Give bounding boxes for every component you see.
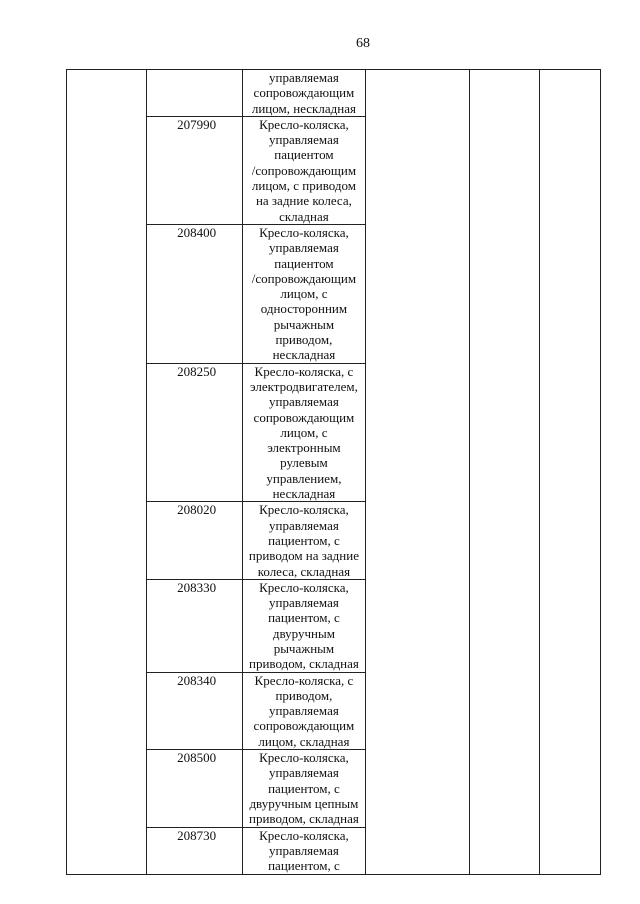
name-line: Кресло-коляска, с <box>254 672 354 688</box>
name-line: Кресло-коляска, <box>259 827 349 843</box>
name-cell <box>243 502 365 579</box>
name-line: лицом, с <box>280 286 328 302</box>
name-line: Кресло-коляска, <box>259 116 349 132</box>
name-line: складная <box>279 208 329 224</box>
name-cell <box>243 827 365 874</box>
name-line: двуручным <box>272 625 335 641</box>
empty-cell-col6 <box>539 70 600 875</box>
name-line: электронным <box>267 440 341 456</box>
code-cell <box>147 70 243 117</box>
table-body <box>67 70 601 875</box>
name-line: пациентом, с <box>268 858 340 874</box>
name-line: приводом, <box>275 687 333 703</box>
empty-cell-col5 <box>469 70 539 875</box>
name-cell <box>243 672 365 749</box>
code-cell: 208400 <box>147 224 243 363</box>
name-line: нескладная <box>272 486 336 502</box>
code-cell: 208330 <box>147 579 243 672</box>
name-line: управляемая <box>269 70 339 85</box>
name-line: Кресло-коляска, <box>259 579 349 595</box>
name-line: управляемая <box>269 765 339 781</box>
name-line: приводом, <box>275 332 333 348</box>
name-line: сопровождающим <box>253 718 355 734</box>
empty-cell-col4 <box>365 70 469 875</box>
name-line: /сопровождающим <box>251 270 357 286</box>
name-line: приводом, складная <box>248 811 359 827</box>
name-line: лицом, с приводом <box>251 178 356 194</box>
name-cell <box>243 224 365 363</box>
name-line: односторонним <box>260 301 348 317</box>
name-cell <box>243 70 365 117</box>
name-line: сопровождающим <box>253 85 355 101</box>
name-line: сопровождающим <box>253 409 355 425</box>
name-line: Кресло-коляска, <box>259 502 349 518</box>
code-cell: 207990 <box>147 116 243 224</box>
name-line: управляемая <box>269 842 339 858</box>
name-line: рычажным <box>273 640 335 656</box>
name-line: приводом, складная <box>248 656 359 672</box>
name-line: управляемая <box>269 394 339 410</box>
name-line: двуручным цепным <box>249 795 359 811</box>
name-line: электродвигателем, <box>249 378 358 394</box>
name-line: приводом на задние <box>248 548 359 564</box>
name-line: пациентом, с <box>268 780 340 796</box>
name-line: лицом, складная <box>258 733 350 749</box>
name-cell <box>243 750 365 827</box>
name-cell <box>243 363 365 502</box>
name-line: управляемая <box>269 517 339 533</box>
name-line: управляемая <box>269 595 339 611</box>
name-line: лицом, с <box>280 424 328 440</box>
code-cell: 208500 <box>147 750 243 827</box>
name-line: управлением, <box>266 470 342 486</box>
name-line: колеса, складная <box>257 563 351 579</box>
name-line: на задние колеса, <box>255 193 352 209</box>
name-line: Кресло-коляска, <box>259 224 349 240</box>
code-cell: 208020 <box>147 502 243 579</box>
name-line: управляемая <box>269 703 339 719</box>
name-line: /сопровождающим <box>251 162 357 178</box>
name-line: пациентом, с <box>268 532 340 548</box>
page-number: 68 <box>356 36 370 51</box>
name-line: Кресло-коляска, <box>259 750 349 766</box>
name-line: пациентом, с <box>268 610 340 626</box>
name-line: лицом, нескладная <box>251 100 356 116</box>
name-line: рулевым <box>280 455 328 471</box>
name-line: управляемая <box>269 240 339 256</box>
code-cell: 208250 <box>147 363 243 502</box>
name-cell <box>243 116 365 224</box>
name-line: Кресло-коляска, с <box>254 363 354 379</box>
name-line: пациентом <box>274 147 334 163</box>
code-cell: 208340 <box>147 672 243 749</box>
name-line: управляемая <box>269 132 339 148</box>
code-cell: 208730 <box>147 827 243 874</box>
name-cell <box>243 579 365 672</box>
name-line: нескладная <box>272 347 336 363</box>
name-line: рычажным <box>273 316 335 332</box>
document-table <box>66 69 601 875</box>
table-row <box>67 70 601 117</box>
empty-cell-col1 <box>67 70 147 875</box>
name-line: пациентом <box>274 255 334 271</box>
